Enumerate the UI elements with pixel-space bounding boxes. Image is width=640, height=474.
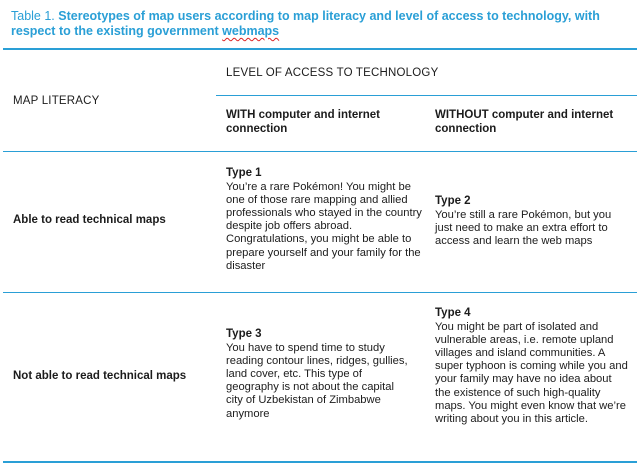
caption-label: Table 1. bbox=[11, 9, 55, 23]
header-inner-rule bbox=[216, 95, 637, 96]
row-label-not-able: Not able to read technical maps bbox=[13, 370, 187, 382]
cell-type-3 bbox=[226, 328, 411, 421]
type-2-text: You’re still a rare Pokémon, but you just need to make an extra effort to access and learn the web maps bbox=[435, 208, 612, 247]
table-caption bbox=[11, 9, 633, 39]
cell-type-4 bbox=[435, 307, 630, 426]
cell-type-2 bbox=[435, 195, 630, 248]
header-with-connection: WITH computer and internet connection bbox=[226, 109, 380, 135]
type-2-title: Type 2 bbox=[435, 195, 471, 207]
cell-type-1 bbox=[226, 167, 426, 273]
caption-title: Stereotypes of map users according to map literacy and level of access to technology, with respect to the existing government bbox=[11, 9, 600, 38]
type-3-title: Type 3 bbox=[226, 328, 262, 340]
header-level-of-access: LEVEL OF ACCESS TO TECHNOLOGY bbox=[226, 67, 439, 79]
caption-title-end: webmaps bbox=[222, 24, 280, 38]
table-bottom-rule bbox=[3, 461, 637, 463]
table-top-rule bbox=[3, 48, 637, 50]
header-map-literacy: MAP LITERACY bbox=[13, 95, 100, 107]
header-bottom-rule bbox=[3, 151, 637, 152]
row-label-able: Able to read technical maps bbox=[13, 214, 166, 226]
header-without-connection: WITHOUT computer and internet connection bbox=[435, 109, 614, 135]
type-3-text: You have to spend time to study reading contour lines, ridges, gullies, land cover, etc. This type of geography is not about the capital city of Uzbekistan of Zimbabwe anymore bbox=[226, 341, 408, 420]
type-4-title: Type 4 bbox=[435, 307, 471, 319]
type-4-text: You might be part of isolated and vulnerable areas, i.e. remote upland villages and island communities. A super typhoon is coming while you and your family may have no idea about the existence of such high-quality maps. You might even know that we’re writing about you in this article. bbox=[435, 320, 628, 426]
type-1-text: You’re a rare Pokémon! You might be one of those rare mapping and allied professionals who stayed in the country despite job offers abroad. Congratulations, you might be able to prepare yourself and your family for the disaster bbox=[226, 180, 422, 272]
row-divider-rule bbox=[3, 292, 637, 293]
type-1-title: Type 1 bbox=[226, 167, 262, 179]
